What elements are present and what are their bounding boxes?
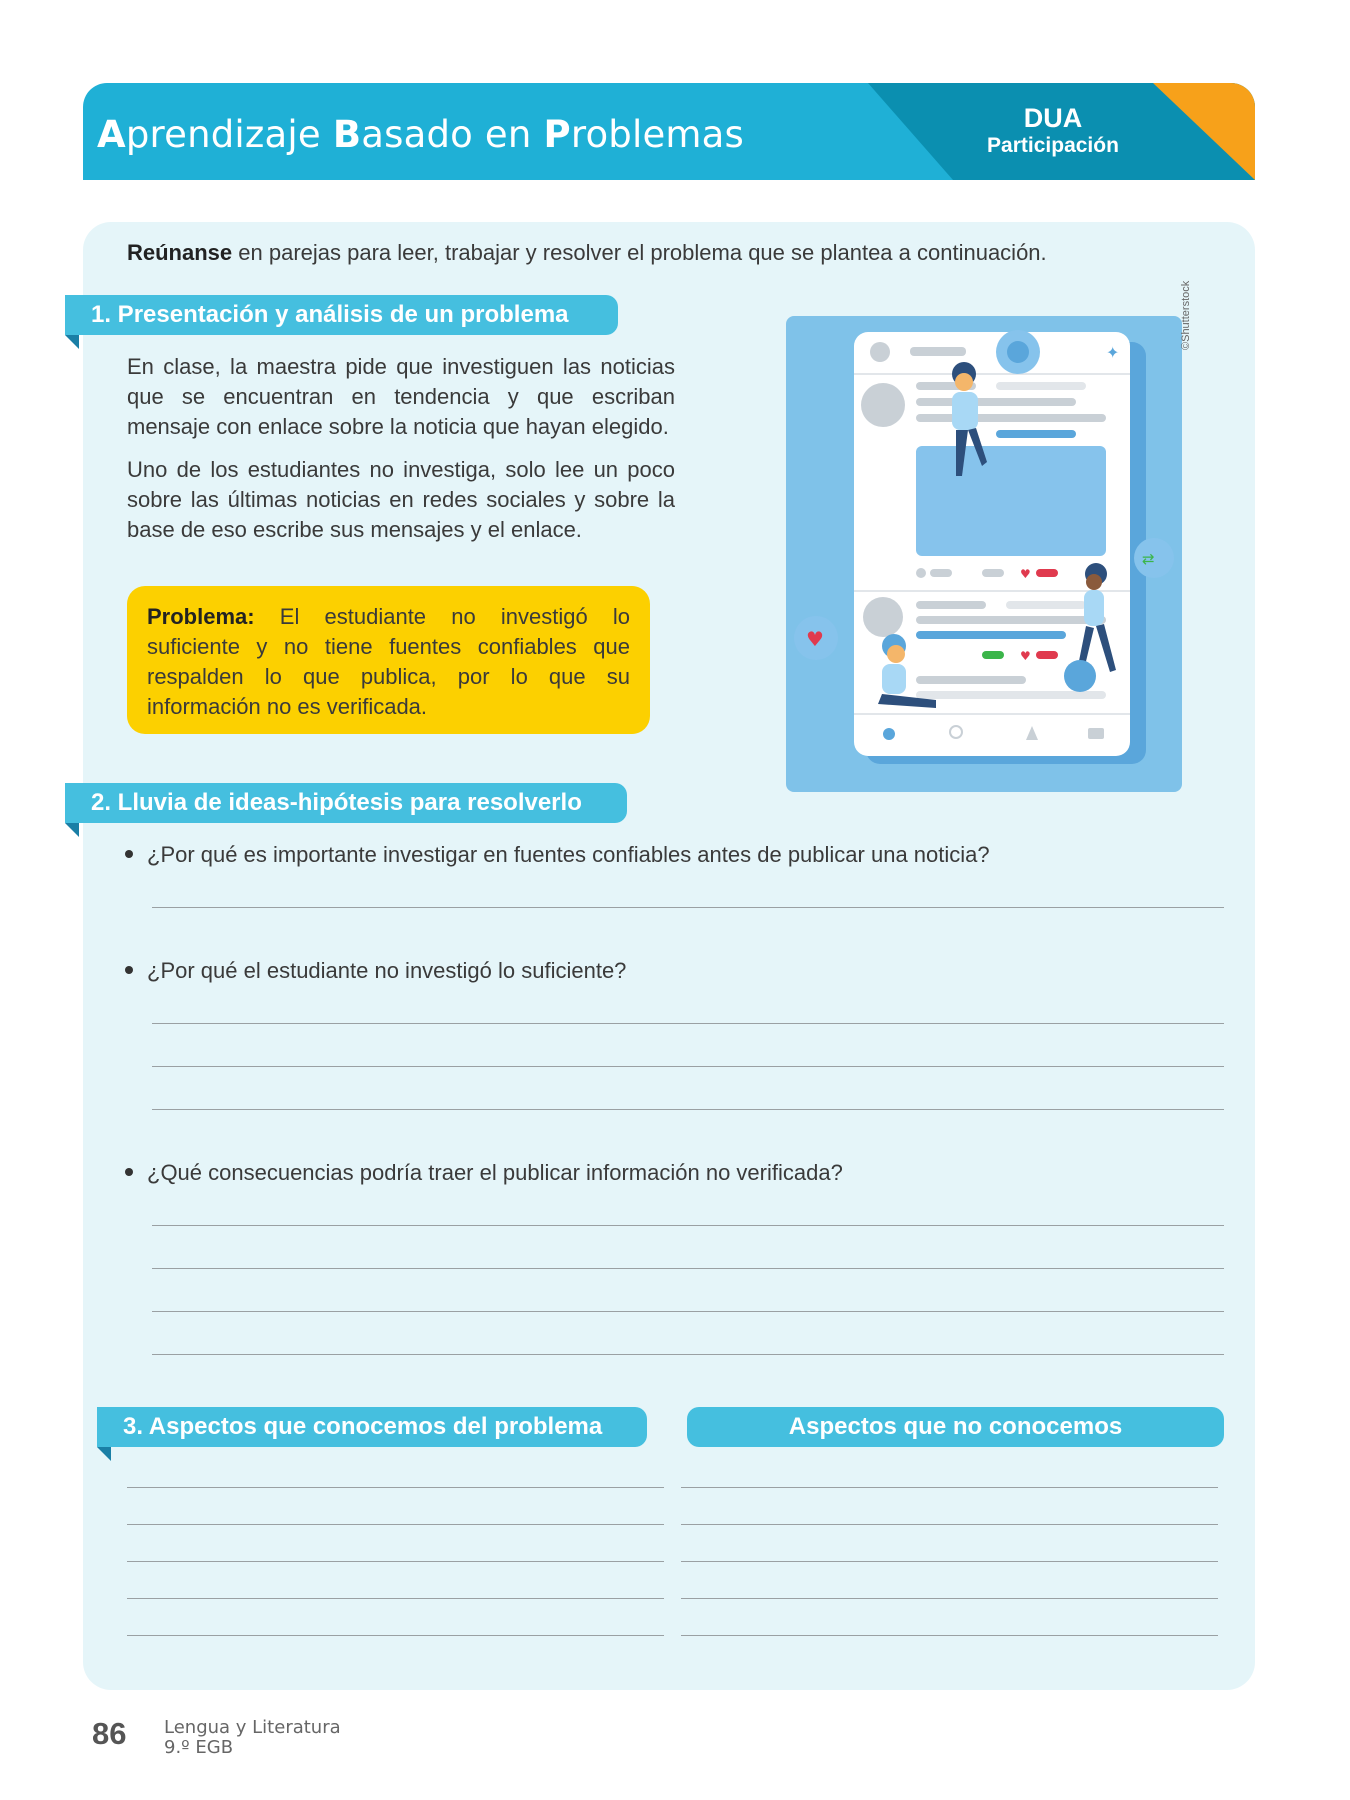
unknown-line[interactable] — [681, 1561, 1218, 1562]
bullet-icon — [125, 1168, 133, 1176]
dua-badge — [963, 103, 1143, 159]
svg-text:♥: ♥ — [1020, 649, 1031, 663]
known-line[interactable] — [127, 1487, 664, 1488]
answer-line[interactable] — [152, 1311, 1224, 1312]
answer-line[interactable] — [152, 1225, 1224, 1226]
problem-text: El estudiante no investigó lo suficiente y no tiene fuentes confiables que respalden lo que publica, por lo que su información no es verificada. — [147, 604, 630, 719]
svg-text:♥: ♥ — [1020, 567, 1031, 581]
question-3: ¿Qué consecuencias podría traer el publicar información no verificada? — [125, 1160, 843, 1186]
bullet-icon — [125, 850, 133, 858]
unknown-line[interactable] — [681, 1635, 1218, 1636]
unknown-line[interactable] — [681, 1598, 1218, 1599]
intro-text: Reúnanse en parejas para leer, trabajar y resolver el problema que se plantea a continuación. — [127, 240, 1047, 265]
section3-heading-unknown: Aspectos que no conocemos — [687, 1407, 1224, 1447]
known-line[interactable] — [127, 1635, 664, 1636]
svg-text:✦: ✦ — [1106, 343, 1120, 362]
svg-text:⇄: ⇄ — [1142, 550, 1155, 568]
page-number: 86 — [92, 1716, 127, 1751]
problem-label: Problema: — [147, 604, 255, 629]
known-line[interactable] — [127, 1561, 664, 1562]
answer-line[interactable] — [152, 1268, 1224, 1269]
section1-paragraph-1: En clase, la maestra pide que investiguen las noticias que se encuentran en tendencia y que escriban mensaje con enlace sobre la noticia que hayan elegido. — [127, 354, 675, 439]
unknown-line[interactable] — [681, 1487, 1218, 1488]
bullet-icon — [125, 966, 133, 974]
page-header — [83, 83, 1255, 180]
problem-box — [127, 586, 650, 734]
known-line[interactable] — [127, 1598, 664, 1599]
answer-line[interactable] — [152, 1023, 1224, 1024]
page-title: Aprendizaje Basado en Problemas — [97, 113, 745, 156]
dua-badge-title: DUA — [1023, 103, 1083, 133]
answer-line[interactable] — [152, 907, 1224, 908]
social-media-illustration — [786, 316, 1182, 792]
answer-line[interactable] — [152, 1354, 1224, 1355]
section3-heading-known: 3. Aspectos que conocemos del problema — [97, 1407, 647, 1447]
grade-label: 9.º EGB — [164, 1737, 234, 1758]
subject-name: Lengua y Literatura — [164, 1717, 341, 1738]
section1-paragraph-2: Uno de los estudiantes no investiga, solo lee un poco sobre las últimas noticias en redes sociales y sobre la base de eso escribe sus mensajes y el enlace. — [127, 457, 675, 542]
question-1: ¿Por qué es importante investigar en fuentes confiables antes de publicar una noticia? — [125, 842, 990, 868]
footer-subject — [164, 1718, 341, 1758]
section1-heading: 1. Presentación y análisis de un problema — [65, 295, 618, 335]
image-credit: ©Shutterstock — [1180, 280, 1192, 350]
answer-line[interactable] — [152, 1066, 1224, 1067]
known-line[interactable] — [127, 1524, 664, 1525]
question-2: ¿Por qué el estudiante no investigó lo suficiente? — [125, 958, 626, 984]
unknown-line[interactable] — [681, 1524, 1218, 1525]
dua-badge-subtitle: Participación — [987, 134, 1119, 157]
svg-text:♥: ♥ — [806, 627, 824, 651]
section2-heading: 2. Lluvia de ideas-hipótesis para resolverlo — [65, 783, 627, 823]
answer-line[interactable] — [152, 1109, 1224, 1110]
